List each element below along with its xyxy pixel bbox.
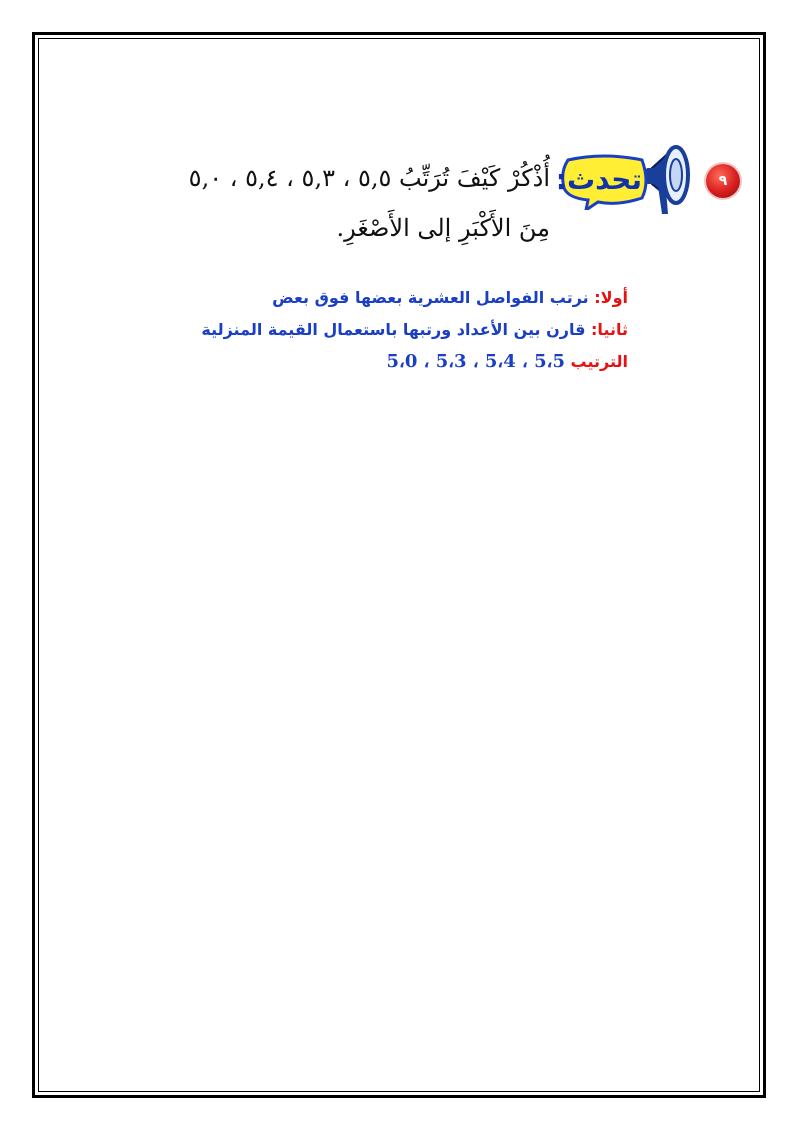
question-row [130, 140, 742, 260]
first-label: أولا: [594, 288, 628, 307]
second-text: قارن بين الأعداد ورتبها باستعمال القيمة المنزلية [201, 320, 586, 339]
answer-block [148, 282, 628, 378]
order-label: الترتيب [570, 352, 628, 371]
first-text: نرتب الفواصل العشرية بعضها فوق بعض [272, 288, 589, 307]
talk-badge-label: تحدث: [555, 163, 642, 196]
second-label: ثانيا: [591, 320, 628, 339]
answer-line-order [148, 346, 628, 378]
answer-line-first [148, 282, 628, 314]
megaphone-icon [644, 140, 692, 220]
question-number-badge: ٩ [706, 164, 740, 198]
order-values: 5،5 ، 5،4 ، 5،3 ، 5،0 [386, 351, 565, 372]
question-line-1: أُذْكُرْ كَيْفَ تُرَتِّبُ ٥,٥ ، ٥,٣ ، ٥,٤ ، ٥,٠ [188, 164, 550, 192]
answer-line-second [148, 314, 628, 346]
question-line-2: مِنَ الأَكْبَرِ إلى الأَصْغَرِ. [336, 214, 550, 242]
